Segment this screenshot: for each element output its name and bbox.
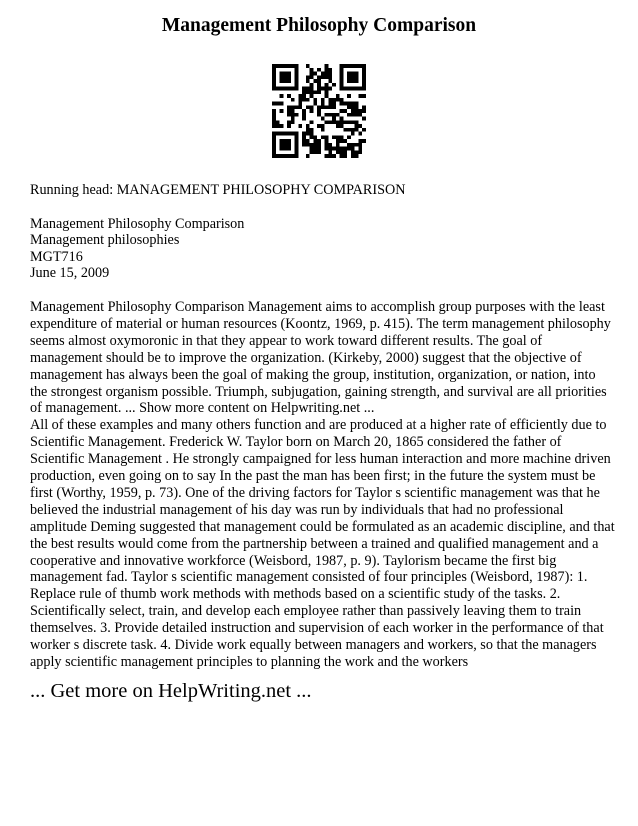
header-line-subject: Management philosophies	[30, 232, 180, 249]
document-title: Management Philosophy Comparison	[161, 15, 477, 36]
running-head: Running head: MANAGEMENT PHILOSOPHY COMPARISON	[30, 182, 406, 198]
header-block	[30, 216, 615, 282]
header-line-title: Management Philosophy Comparison	[30, 215, 245, 232]
header-line-date: June 15, 2009	[30, 265, 110, 282]
qr-code-icon	[272, 64, 366, 158]
body-paragraph-2: All of these examples and many others function and are produced at a higher rate of efficiently due to Scientific Management. Frederick W. Taylor born on March 20, 1865 considered the father of Scientific Management . He strongly campaigned for less human interaction and more machine driven production, even going on to say In the past the man has been first; in the future the system must be first (Worthy, 1959, p. 73). One of the driving factors for Taylor s scientific management was that he believed the industrial management of his day was run by individuals that had no professional amplitude Deming suggested that management could be formulated as an academic discipline, and that the best results would come from the partnership between a trained and qualified management and a cooperative and innovative workforce (Weisbord, 1987, p. 9). Taylorism became the first big management fad. Taylor s scientific management consisted of four principles (Weisbord, 1987): 1. Replace rule of thumb work methods with methods based on a scientific study of the tasks. 2. Scientifically select, train, and develop each employee rather than passively leaving them to train themselves. 3. Provide detailed instruction and supervision of each worker in the performance of that worker s discrete task. 4. Divide work equally between managers and workers, so that the managers apply scientific management principles to planning the work and the workers	[30, 417, 615, 670]
header-line-course: MGT716	[30, 248, 83, 265]
get-more-link[interactable]: ... Get more on HelpWriting.net ...	[30, 680, 312, 702]
body-paragraph-1: Management Philosophy Comparison Management aims to accomplish group purposes with the least expenditure of material or human resources (Koontz, 1969, p. 415). The term management philosophy seems almost oxymoronic in that they appear to work toward different results. The goal of management should be to improve the organization. (Kirkeby, 2000) suggest that the objective of management has always been the goal of making the group, institution, organization, or nation, into the strongest organism possible. Triumph, subjugation, gaining strength, and survival are all priorities of management. ... Show more content on Helpwriting.net ...	[30, 298, 611, 417]
document-body	[30, 182, 615, 671]
